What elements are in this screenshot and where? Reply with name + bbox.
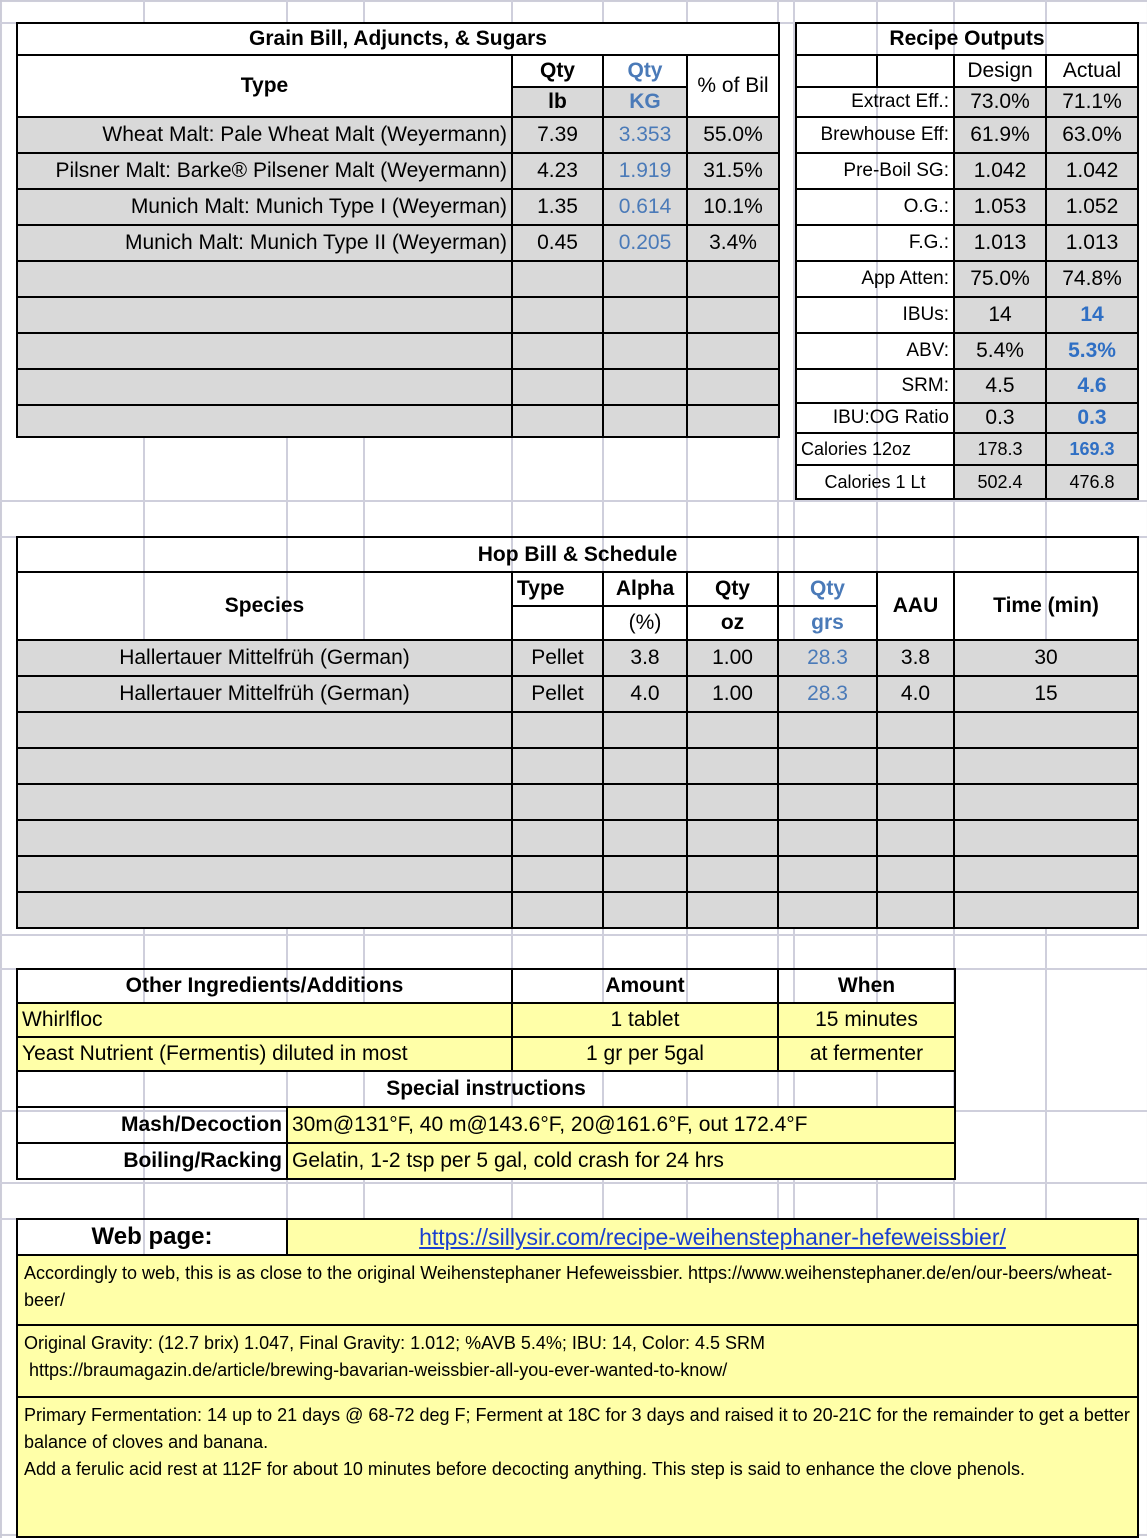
output-label: IBU:OG Ratio [796, 403, 954, 433]
other-amount[interactable]: 1 tablet [512, 1003, 778, 1037]
table-row [17, 153, 779, 189]
output-row [796, 189, 1138, 225]
note-fermentation[interactable] [17, 1397, 1138, 1537]
grain-empty-cell[interactable] [17, 297, 512, 333]
output-actual: 0.3 [1046, 403, 1138, 433]
hop-type[interactable]: Pellet [512, 676, 603, 712]
hop-empty-cell[interactable] [17, 892, 512, 928]
note-gravity-line1: Original Gravity: (12.7 brix) 1.047, Final Gravity: 1.012; %AVB 5.4%; IBU: 14, Color: 4.5 SRM [24, 1333, 765, 1353]
empty-row [17, 405, 779, 437]
output-actual: 63.0% [1046, 117, 1138, 153]
output-label: SRM: [796, 369, 954, 403]
other-amount[interactable]: 1 gr per 5gal [512, 1037, 778, 1071]
output-design: 1.042 [954, 153, 1046, 189]
output-label: Extract Eff.: [796, 87, 954, 117]
grain-lb[interactable]: 7.39 [512, 117, 603, 153]
grain-kg: 3.353 [603, 117, 687, 153]
note-gravity-line2: https://braumagazin.de/article/brewing-bavarian-weissbier-all-you-ever-wanted-to-know/ [24, 1360, 728, 1380]
grain-type-header: Type [17, 55, 512, 117]
hop-time-header: Time (min) [954, 572, 1138, 640]
output-label: F.G.: [796, 225, 954, 261]
hop-oz[interactable]: 1.00 [687, 676, 778, 712]
recipe-outputs-title: Recipe Outputs [796, 23, 1138, 55]
hop-empty-cell[interactable] [17, 856, 512, 892]
output-row [796, 403, 1138, 433]
output-design: 178.3 [954, 433, 1046, 465]
other-name-header: Other Ingredients/Additions [17, 969, 512, 1003]
hop-empty-cell[interactable] [17, 748, 512, 784]
output-actual: 1.052 [1046, 189, 1138, 225]
grain-qty-kg-header: Qty [603, 55, 687, 87]
hop-empty-cell[interactable] [17, 784, 512, 820]
empty-row [17, 784, 1138, 820]
output-actual: 476.8 [1046, 465, 1138, 499]
output-label: Calories 1 Lt [796, 465, 954, 499]
grain-name[interactable]: Munich Malt: Munich Type II (Weyerman) [17, 225, 512, 261]
hop-aau: 4.0 [877, 676, 954, 712]
grain-lb[interactable]: 0.45 [512, 225, 603, 261]
other-amount-header: Amount [512, 969, 778, 1003]
empty-row [17, 297, 779, 333]
hop-alpha[interactable]: 3.8 [603, 640, 687, 676]
grain-pct: 31.5% [687, 153, 779, 189]
hop-oz[interactable]: 1.00 [687, 640, 778, 676]
grain-unit-kg: KG [603, 87, 687, 117]
web-notes-table [16, 1218, 1139, 1538]
table-row [17, 117, 779, 153]
grain-pct: 3.4% [687, 225, 779, 261]
output-row [796, 261, 1138, 297]
note-original[interactable]: Accordingly to web, this is as close to the original Weihenstephaner Hefeweissbier. https://www.weihenstephaner.de/en/our-beers/wheat-beer/ [17, 1255, 1138, 1325]
output-actual: 4.6 [1046, 369, 1138, 403]
output-label: ABV: [796, 333, 954, 369]
table-row [17, 1037, 955, 1071]
special-instructions-title: Special instructions [17, 1071, 955, 1107]
empty-row [17, 892, 1138, 928]
other-name[interactable]: Whirlfloc [17, 1003, 512, 1037]
output-design: 1.013 [954, 225, 1046, 261]
note-gravity[interactable] [17, 1325, 1138, 1397]
other-name[interactable]: Yeast Nutrient (Fermentis) diluted in most [17, 1037, 512, 1071]
output-design: 14 [954, 297, 1046, 333]
empty-row [17, 712, 1138, 748]
table-row [17, 189, 779, 225]
table-row [17, 640, 1138, 676]
hop-time[interactable]: 30 [954, 640, 1138, 676]
output-label: Calories 12oz [796, 433, 954, 465]
recipe-outputs-table [795, 22, 1139, 500]
output-design: 61.9% [954, 117, 1046, 153]
grain-pct: 55.0% [687, 117, 779, 153]
mash-value[interactable]: 30m@131°F, 40 m@143.6°F, 20@161.6°F, out 172.4°F [287, 1107, 955, 1143]
output-actual: 74.8% [1046, 261, 1138, 297]
grain-pct-header: % of Bil [687, 55, 779, 117]
boil-value[interactable]: Gelatin, 1-2 tsp per 5 gal, cold crash for 24 hrs [287, 1143, 955, 1179]
hop-aau: 3.8 [877, 640, 954, 676]
web-page-link[interactable]: https://sillysir.com/recipe-weihenstephaner-hefeweissbier/ [419, 1223, 1006, 1250]
output-actual: 1.013 [1046, 225, 1138, 261]
output-actual: 1.042 [1046, 153, 1138, 189]
hop-bill-title: Hop Bill & Schedule [17, 537, 1138, 572]
web-page-link-cell [287, 1219, 1138, 1255]
output-row [796, 433, 1138, 465]
output-label: Pre-Boil SG: [796, 153, 954, 189]
output-row [796, 297, 1138, 333]
empty-row [17, 856, 1138, 892]
output-actual: 169.3 [1046, 433, 1138, 465]
grain-empty-cell[interactable] [17, 261, 512, 297]
hop-alpha-header: Alpha [603, 572, 687, 606]
design-header: Design [954, 55, 1046, 87]
output-design: 5.4% [954, 333, 1046, 369]
hop-type[interactable]: Pellet [512, 640, 603, 676]
output-row [796, 87, 1138, 117]
hop-species[interactable]: Hallertauer Mittelfrüh (German) [17, 676, 512, 712]
hop-qty-g-unit: grs [778, 606, 877, 640]
hop-empty-cell[interactable] [17, 712, 512, 748]
other-when-header: When [778, 969, 955, 1003]
grain-bill-title: Grain Bill, Adjuncts, & Sugars [17, 23, 779, 55]
grain-name[interactable]: Pilsner Malt: Barke® Pilsener Malt (Weyermann) [17, 153, 512, 189]
output-actual: 71.1% [1046, 87, 1138, 117]
hop-g: 28.3 [778, 676, 877, 712]
grain-name[interactable]: Munich Malt: Munich Type I (Weyerman) [17, 189, 512, 225]
hop-bill-table [16, 536, 1139, 929]
output-design: 502.4 [954, 465, 1046, 499]
other-when[interactable]: 15 minutes [778, 1003, 955, 1037]
hop-g: 28.3 [778, 640, 877, 676]
output-design: 73.0% [954, 87, 1046, 117]
grain-qty-header: Qty [512, 55, 603, 87]
hop-type-header: Type [512, 572, 603, 606]
mash-label: Mash/Decoction [17, 1107, 287, 1143]
empty-row [17, 333, 779, 369]
empty-row [17, 748, 1138, 784]
grain-empty-cell[interactable] [17, 369, 512, 405]
output-row [796, 225, 1138, 261]
grain-kg: 0.205 [603, 225, 687, 261]
grain-name[interactable]: Wheat Malt: Pale Wheat Malt (Weyermann) [17, 117, 512, 153]
other-when[interactable]: at fermenter [778, 1037, 955, 1071]
hop-species-header: Species [17, 572, 512, 640]
note-fermentation-line1: Primary Fermentation: 14 up to 21 days @ 68-72 deg F; Ferment at 18C for 3 days and raised it to 20-21C for the remainder to get a better balance of cloves and banana. [24, 1405, 1130, 1452]
output-label: App Atten: [796, 261, 954, 297]
output-design: 4.5 [954, 369, 1046, 403]
other-ingredients-table [16, 968, 956, 1180]
grain-unit-lb: lb [512, 87, 603, 117]
grain-lb[interactable]: 4.23 [512, 153, 603, 189]
grain-pct: 10.1% [687, 189, 779, 225]
grain-lb[interactable]: 1.35 [512, 189, 603, 225]
hop-alpha[interactable]: 4.0 [603, 676, 687, 712]
table-row [17, 676, 1138, 712]
empty-row [17, 261, 779, 297]
hop-qty-g-header: Qty [778, 572, 877, 606]
grain-empty-cell[interactable] [17, 405, 512, 437]
hop-qty-header: Qty [687, 572, 778, 606]
web-page-label: Web page: [17, 1219, 287, 1255]
output-design: 75.0% [954, 261, 1046, 297]
table-row [17, 225, 779, 261]
output-design: 0.3 [954, 403, 1046, 433]
table-row [17, 1003, 955, 1037]
grain-kg: 0.614 [603, 189, 687, 225]
empty-row [17, 820, 1138, 856]
grain-empty-cell[interactable] [17, 333, 512, 369]
output-label: IBUs: [796, 297, 954, 333]
boil-label: Boiling/Racking [17, 1143, 287, 1179]
output-row [796, 153, 1138, 189]
output-row [796, 333, 1138, 369]
output-label: Brewhouse Eff: [796, 117, 954, 153]
actual-header: Actual [1046, 55, 1138, 87]
hop-empty-cell[interactable] [17, 820, 512, 856]
hop-time[interactable]: 15 [954, 676, 1138, 712]
grain-bill-table [16, 22, 780, 438]
output-row [796, 117, 1138, 153]
hop-qty-unit: oz [687, 606, 778, 640]
empty-row [17, 369, 779, 405]
output-row [796, 369, 1138, 403]
output-design: 1.053 [954, 189, 1046, 225]
output-label: O.G.: [796, 189, 954, 225]
grain-kg: 1.919 [603, 153, 687, 189]
output-actual: 5.3% [1046, 333, 1138, 369]
hop-alpha-unit: (%) [603, 606, 687, 640]
hop-aau-header: AAU [877, 572, 954, 640]
hop-species[interactable]: Hallertauer Mittelfrüh (German) [17, 640, 512, 676]
note-fermentation-line2: Add a ferulic acid rest at 112F for about 10 minutes before decocting anything. This step is said to enhance the clove phenols. [24, 1459, 1025, 1479]
output-actual: 14 [1046, 297, 1138, 333]
output-row [796, 465, 1138, 499]
